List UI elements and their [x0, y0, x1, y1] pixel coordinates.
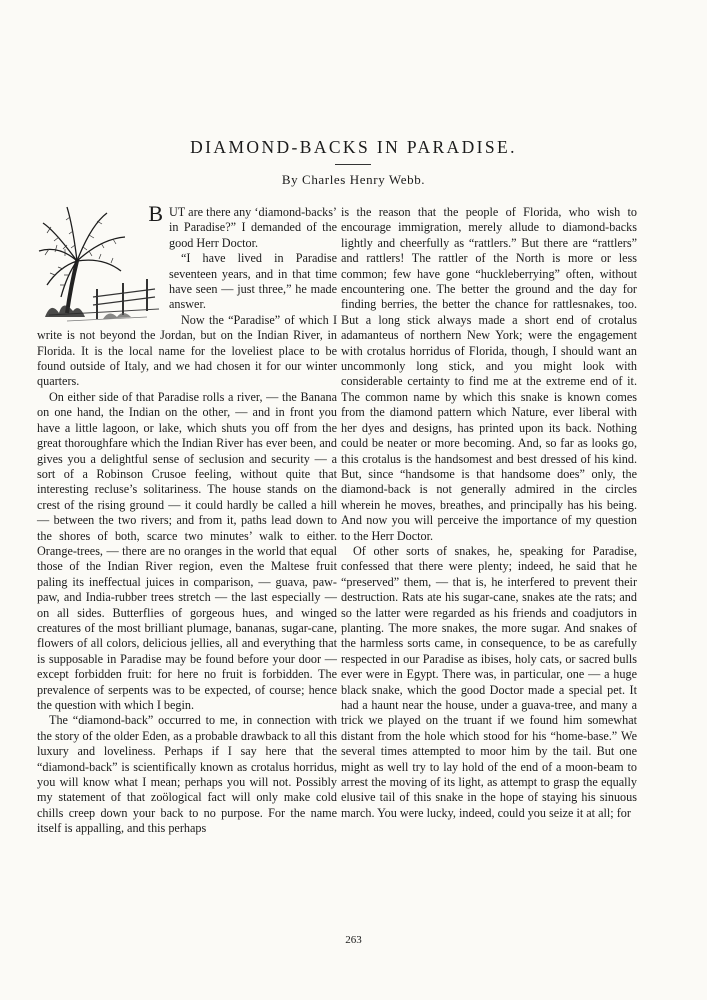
paragraph: “I have lived in Paradise seventeen years, and in that time have seen — just three,” he made answer. — [169, 251, 337, 312]
paragraph: The “diamond-back” occurred to me, in connection with the story of the older Eden, as a probable drawback to all this luxury and loveliness. Perhaps if I say here that the “diamond-back” is scientifically known as crotalus horridus, you will know what I mean; perhaps you will not. Possibly my statement of that zoölogical fact will only make cold chills creep down your back to no purpose. For the name itself is appalling, and this perhaps — [37, 713, 337, 836]
paragraph: Of other sorts of snakes, he, speaking for Paradise, confessed that there were plenty; indeed, he said that he “preserved” them, — that is, he interfered to prevent their destruction. Rats ate his sugar-cane, snakes ate the rats; and so the latter were regarded as his friends and coadjutors in planting. The more snakes, the more sugar. And snakes of the harmless sorts came, in consequence, to be as carefully respected in our Paradise as ibises, holy cats, or sacred bulls ever were in Egypt. There was, in particular, one — a huge black snake, which the good Doctor made a special pet. It had a haunt near the house, under a guava-tree, and many a trick we played on the truant if we found him somewhat distant from the hole which stood for his “home-base.” We several times attempted to moor him by the tail. But one might as well try to lay hold of the end of a moon-beam to arrest the moving of its light, as attempt to grasp the equally elusive tail of this snake in the hope of staying his sinuous march. You were lucky, indeed, could you seize it at all; for — [341, 543, 637, 820]
left-column — [37, 201, 337, 837]
paragraph: Now the “Paradise” of which I write is not beyond the Jordan, but on the Indian River, in Florida. It is the local name for the loveliest place to be found outside of Italy, and we had chosen it for our winter quarters. — [37, 312, 337, 389]
drop-cap: B — [148, 201, 163, 226]
page-number: 263 — [345, 934, 362, 946]
palm-vignette-illustration — [37, 201, 163, 323]
article-title: DIAMOND-BACKS IN PARADISE. — [190, 137, 517, 157]
paragraph: UT are there any ‘diamond-backs’ in Paradise?” I demanded of the good Herr Doctor. — [169, 205, 337, 250]
right-column — [341, 205, 637, 821]
byline: By Charles Henry Webb. — [281, 172, 426, 187]
title-rule — [335, 164, 371, 165]
paragraph: is the reason that the people of Florida, who wish to encourage immigration, merely allude to diamond-backs lightly and cheerfully as “rattlers.” But there are “rattlers” and rattlers! The rattler of the North is more or less common; few have gone “huckleberrying” often, without encountering one. The better the ground and the day for finding berries, the better the chance for rattlesnakes, too. But a long stick always made a short end of crotalus adamanteus of northern New York; were the engagement with crotalus horridus of Florida, though, I should want an uncommonly long stick, and you might look with considerable certainty to find me at the extreme end of it. The common name by which this snake is known comes from the diamond pattern which Nature, ever liberal with her dyes and designs, has printed upon its back. Nothing could be neater or more becoming. And, so far as looks go, this crotalus is the handsomest and best dressed of his kind. But, since “handsome is that handsome does” only, the diamond-back is not generally admired in the circles wherein he moves, breathes, and principally has his being. And now you will perceive the importance of my question to the Herr Doctor. — [341, 205, 637, 543]
paragraph: On either side of that Paradise rolls a river, — the Banana on one hand, the Indian on the other, — and in front you have a little lagoon, or lake, which shuts you off from the great thoroughfare which the Indian River has ever been, and gives you a delightful sense of seclusion and security — a sort of a Robinson Crusoe feeling, without quite that interesting recluse’s solitariness. The house stands on the crest of the rising ground — it could hardly be called a hill — between the two rivers; and from it, paths lead down to the shores of both, scarce two minutes’ walk to either. Orange-trees, — there are no oranges in the world that equal those of the Indian River region, even the Maltese fruit paling its ineffectual juices in comparison, — guava, paw-paw, and India-rubber trees stretch — the last especially — on all sides. Butterflies of gorgeous hues, and winged creatures of the most brilliant plumage, bananas, sugar-cane, flowers of all colors, delicious jellies, all and everything that is supposable in Paradise may be found before your door — except forbidden fruit: for here no fruit is forbidden. The prevalence of serpents was to be expected, of course; hence the question with which I begin. — [37, 389, 337, 712]
